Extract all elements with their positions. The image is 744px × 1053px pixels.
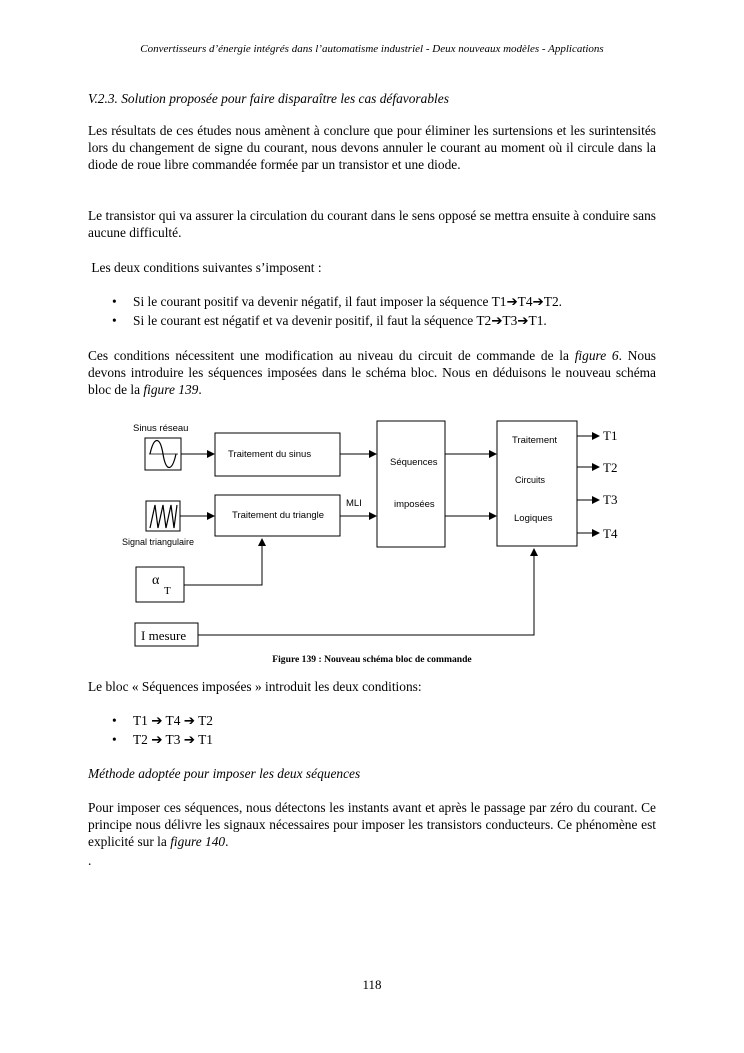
output-t4-label: T4 — [603, 526, 618, 541]
block-diagram — [0, 405, 744, 650]
figure-6-reference: figure 6 — [574, 348, 619, 363]
section-title: V.2.3. Solution proposée pour faire disparaître les cas défavorables — [88, 91, 449, 106]
conditions-list — [88, 292, 656, 330]
figure-140-reference: figure 140 — [170, 834, 226, 849]
paragraph-1: Les résultats de ces études nous amènent à conclure que pour éliminer les surtensions et les surintensités lors du changement de signe du courant, nous devons annuler le courant au moment où il circule dans la diode de roue libre commandée formée par un transistor et une diode. — [88, 123, 656, 172]
trailing-dot: . — [88, 853, 92, 868]
mli-label: MLI — [346, 498, 362, 509]
list-item: • T1 ➔ T4 ➔ T2 — [88, 711, 656, 730]
paragraph-6-text-1: Pour imposer ces séquences, nous détectons les instants avant et après le passage par zéro du courant. Ce principe nous délivre les signaux nécessaires pour imposer les transistors conducteurs. Ce phénomène est explicité sur la — [88, 800, 656, 849]
traitement-triangle-label: Traitement du triangle — [232, 510, 325, 521]
output-t2-label: T2 — [603, 460, 618, 475]
output-t3-label: T3 — [603, 492, 618, 507]
alpha-t-block — [136, 567, 184, 602]
traitement-sinus-label: Traitement du sinus — [228, 449, 312, 460]
i-mesure-label: I mesure — [141, 628, 187, 643]
paragraph-2: Le transistor qui va assurer la circulation du courant dans le sens opposé se mettra ensuite à conduire sans aucune difficulté. — [88, 208, 656, 240]
method-title: Méthode adoptée pour imposer les deux séquences — [88, 766, 361, 781]
paragraph-6 — [88, 799, 656, 850]
imposees-label: imposées — [394, 499, 435, 510]
alpha-subscript-label: T — [164, 585, 171, 597]
paragraph-4-text-3: . — [198, 382, 202, 397]
paragraph-3 — [88, 259, 656, 276]
sinus-reseau-label: Sinus réseau — [133, 423, 189, 434]
paragraph-4-text-1: Ces conditions nécessitent une modification au niveau du circuit de commande de la — [88, 348, 575, 363]
paragraph-4-text-2: . Nous devons introduire les séquences imposées dans le schéma bloc. Nous en déduisons le nouveau schéma bloc de la — [88, 348, 656, 397]
paragraph-4 — [88, 347, 656, 398]
sequences-list — [88, 711, 656, 749]
paragraph-6-text-2: . — [225, 834, 229, 849]
page-number: 118 — [362, 977, 382, 992]
list-item: • Si le courant positif va devenir négatif, il faut imposer la séquence T1➔T4➔T2. — [88, 292, 656, 311]
paragraph-3-text: Les deux conditions suivantes s’imposent : — [88, 260, 322, 275]
logiques-label: Logiques — [514, 513, 553, 524]
list-item: • Si le courant est négatif et va devenir positif, il faut la séquence T2➔T3➔T1. — [88, 311, 656, 330]
circuits-label: Circuits — [515, 475, 546, 485]
output-t1-label: T1 — [603, 428, 618, 443]
figure-139-reference: figure 139 — [143, 382, 199, 397]
running-header: Convertisseurs d’énergie intégrés dans l’automatisme industriel - Deux nouveaux modèles - Applications — [140, 43, 604, 55]
list-item: • T2 ➔ T3 ➔ T1 — [88, 730, 656, 749]
i-mesure-connection — [198, 549, 534, 635]
traitement-label: Traitement — [512, 435, 558, 446]
alpha-label: α — [152, 573, 160, 588]
figure-caption: Figure 139 : Nouveau schéma bloc de commande — [272, 654, 472, 665]
alpha-t-connection — [184, 539, 262, 585]
sequences-label: Séquences — [390, 457, 438, 468]
signal-triangulaire-label: Signal triangulaire — [122, 537, 195, 547]
sequences-imposees-block — [377, 421, 445, 547]
paragraph-5: Le bloc « Séquences imposées » introduit les deux conditions: — [88, 679, 422, 694]
